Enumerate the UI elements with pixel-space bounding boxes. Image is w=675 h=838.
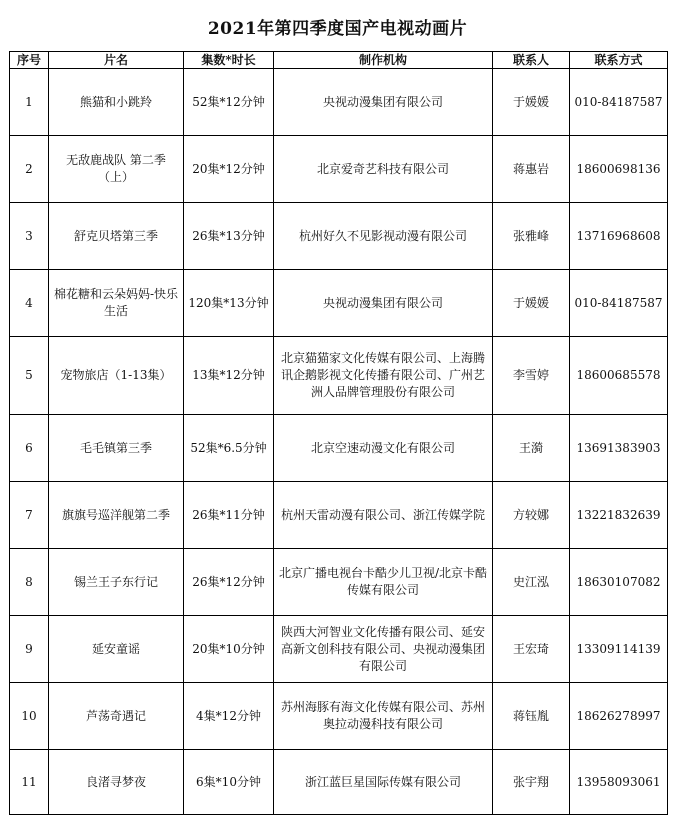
table-row — [10, 683, 668, 750]
cell-name: 熊猫和小跳羚 — [49, 69, 184, 136]
cell-phone: 18626278997 — [570, 683, 668, 750]
table-row — [10, 750, 668, 815]
cell-no: 6 — [10, 415, 49, 482]
cell-producer: 央视动漫集团有限公司 — [274, 69, 493, 136]
table-row — [10, 136, 668, 203]
cell-producer: 北京猫猫家文化传媒有限公司、上海腾讯企鹅影视文化传播有限公司、广州艺洲人品牌管理股份有限公司 — [274, 337, 493, 415]
cell-no: 8 — [10, 549, 49, 616]
table-header-row — [10, 52, 668, 69]
cell-no: 7 — [10, 482, 49, 549]
table-row — [10, 69, 668, 136]
cell-phone: 010-84187587 — [570, 69, 668, 136]
cell-contact: 王宏琦 — [493, 616, 570, 683]
cell-episodes: 26集*11分钟 — [184, 482, 274, 549]
cell-contact: 史江泓 — [493, 549, 570, 616]
cell-episodes: 26集*13分钟 — [184, 203, 274, 270]
cell-name: 毛毛镇第三季 — [49, 415, 184, 482]
cell-phone: 18630107082 — [570, 549, 668, 616]
cell-producer: 北京空速动漫文化有限公司 — [274, 415, 493, 482]
cell-phone: 18600685578 — [570, 337, 668, 415]
header-contact: 联系人 — [493, 52, 570, 69]
table-row — [10, 337, 668, 415]
cell-no: 11 — [10, 750, 49, 815]
cell-phone: 13691383903 — [570, 415, 668, 482]
cell-producer: 央视动漫集团有限公司 — [274, 270, 493, 337]
header-no: 序号 — [10, 52, 49, 69]
cell-phone: 13958093061 — [570, 750, 668, 815]
cell-episodes: 13集*12分钟 — [184, 337, 274, 415]
cell-contact: 王漪 — [493, 415, 570, 482]
cell-producer: 北京爱奇艺科技有限公司 — [274, 136, 493, 203]
cell-contact: 蒋惠岩 — [493, 136, 570, 203]
cell-name: 锡兰王子东行记 — [49, 549, 184, 616]
cell-episodes: 52集*6.5分钟 — [184, 415, 274, 482]
cell-no: 10 — [10, 683, 49, 750]
cell-episodes: 4集*12分钟 — [184, 683, 274, 750]
cell-no: 5 — [10, 337, 49, 415]
cell-contact: 蒋钰胤 — [493, 683, 570, 750]
cell-contact: 于媛媛 — [493, 270, 570, 337]
cell-contact: 张宇翔 — [493, 750, 570, 815]
cell-producer: 杭州好久不见影视动漫有限公司 — [274, 203, 493, 270]
page-title: 2021年第四季度国产电视动画片 — [207, 19, 468, 39]
cell-name: 旗旗号巡洋舰第二季 — [49, 482, 184, 549]
cell-phone: 13309114139 — [570, 616, 668, 683]
cell-name: 舒克贝塔第三季 — [49, 203, 184, 270]
cell-no: 3 — [10, 203, 49, 270]
cell-producer: 浙江蓝巨星国际传媒有限公司 — [274, 750, 493, 815]
table-row — [10, 482, 668, 549]
cell-contact: 于媛媛 — [493, 69, 570, 136]
cell-phone: 13221832639 — [570, 482, 668, 549]
cell-episodes: 20集*10分钟 — [184, 616, 274, 683]
cell-name: 棉花糖和云朵妈妈-快乐生活 — [49, 270, 184, 337]
header-episodes: 集数*时长 — [184, 52, 274, 69]
cell-name: 无敌鹿战队 第二季（上） — [49, 136, 184, 203]
cell-no: 4 — [10, 270, 49, 337]
table-row — [10, 270, 668, 337]
table-row — [10, 415, 668, 482]
cell-contact: 方较娜 — [493, 482, 570, 549]
cell-no: 9 — [10, 616, 49, 683]
cell-name: 芦荡奇遇记 — [49, 683, 184, 750]
cell-contact: 张雅峰 — [493, 203, 570, 270]
cell-producer: 杭州天雷动漫有限公司、浙江传媒学院 — [274, 482, 493, 549]
cell-phone: 13716968608 — [570, 203, 668, 270]
cell-producer: 陕西大河智业文化传播有限公司、延安高新文创科技有限公司、央视动漫集团有限公司 — [274, 616, 493, 683]
table-row — [10, 549, 668, 616]
cell-producer: 苏州海豚有海文化传媒有限公司、苏州奥拉动漫科技有限公司 — [274, 683, 493, 750]
header-name: 片名 — [49, 52, 184, 69]
header-phone: 联系方式 — [570, 52, 668, 69]
table-row — [10, 616, 668, 683]
cell-phone: 010-84187587 — [570, 270, 668, 337]
cell-episodes: 52集*12分钟 — [184, 69, 274, 136]
cell-episodes: 26集*12分钟 — [184, 549, 274, 616]
cell-name: 延安童谣 — [49, 616, 184, 683]
cell-episodes: 120集*13分钟 — [184, 270, 274, 337]
header-producer: 制作机构 — [274, 52, 493, 69]
cell-phone: 18600698136 — [570, 136, 668, 203]
cell-contact: 李雪婷 — [493, 337, 570, 415]
cell-producer: 北京广播电视台卡酷少儿卫视/北京卡酷传媒有限公司 — [274, 549, 493, 616]
cell-no: 2 — [10, 136, 49, 203]
cell-no: 1 — [10, 69, 49, 136]
cell-name: 宠物旅店（1-13集） — [49, 337, 184, 415]
cell-episodes: 6集*10分钟 — [184, 750, 274, 815]
table-row — [10, 203, 668, 270]
cell-name: 良渚寻梦夜 — [49, 750, 184, 815]
cell-episodes: 20集*12分钟 — [184, 136, 274, 203]
animation-table — [9, 51, 668, 815]
